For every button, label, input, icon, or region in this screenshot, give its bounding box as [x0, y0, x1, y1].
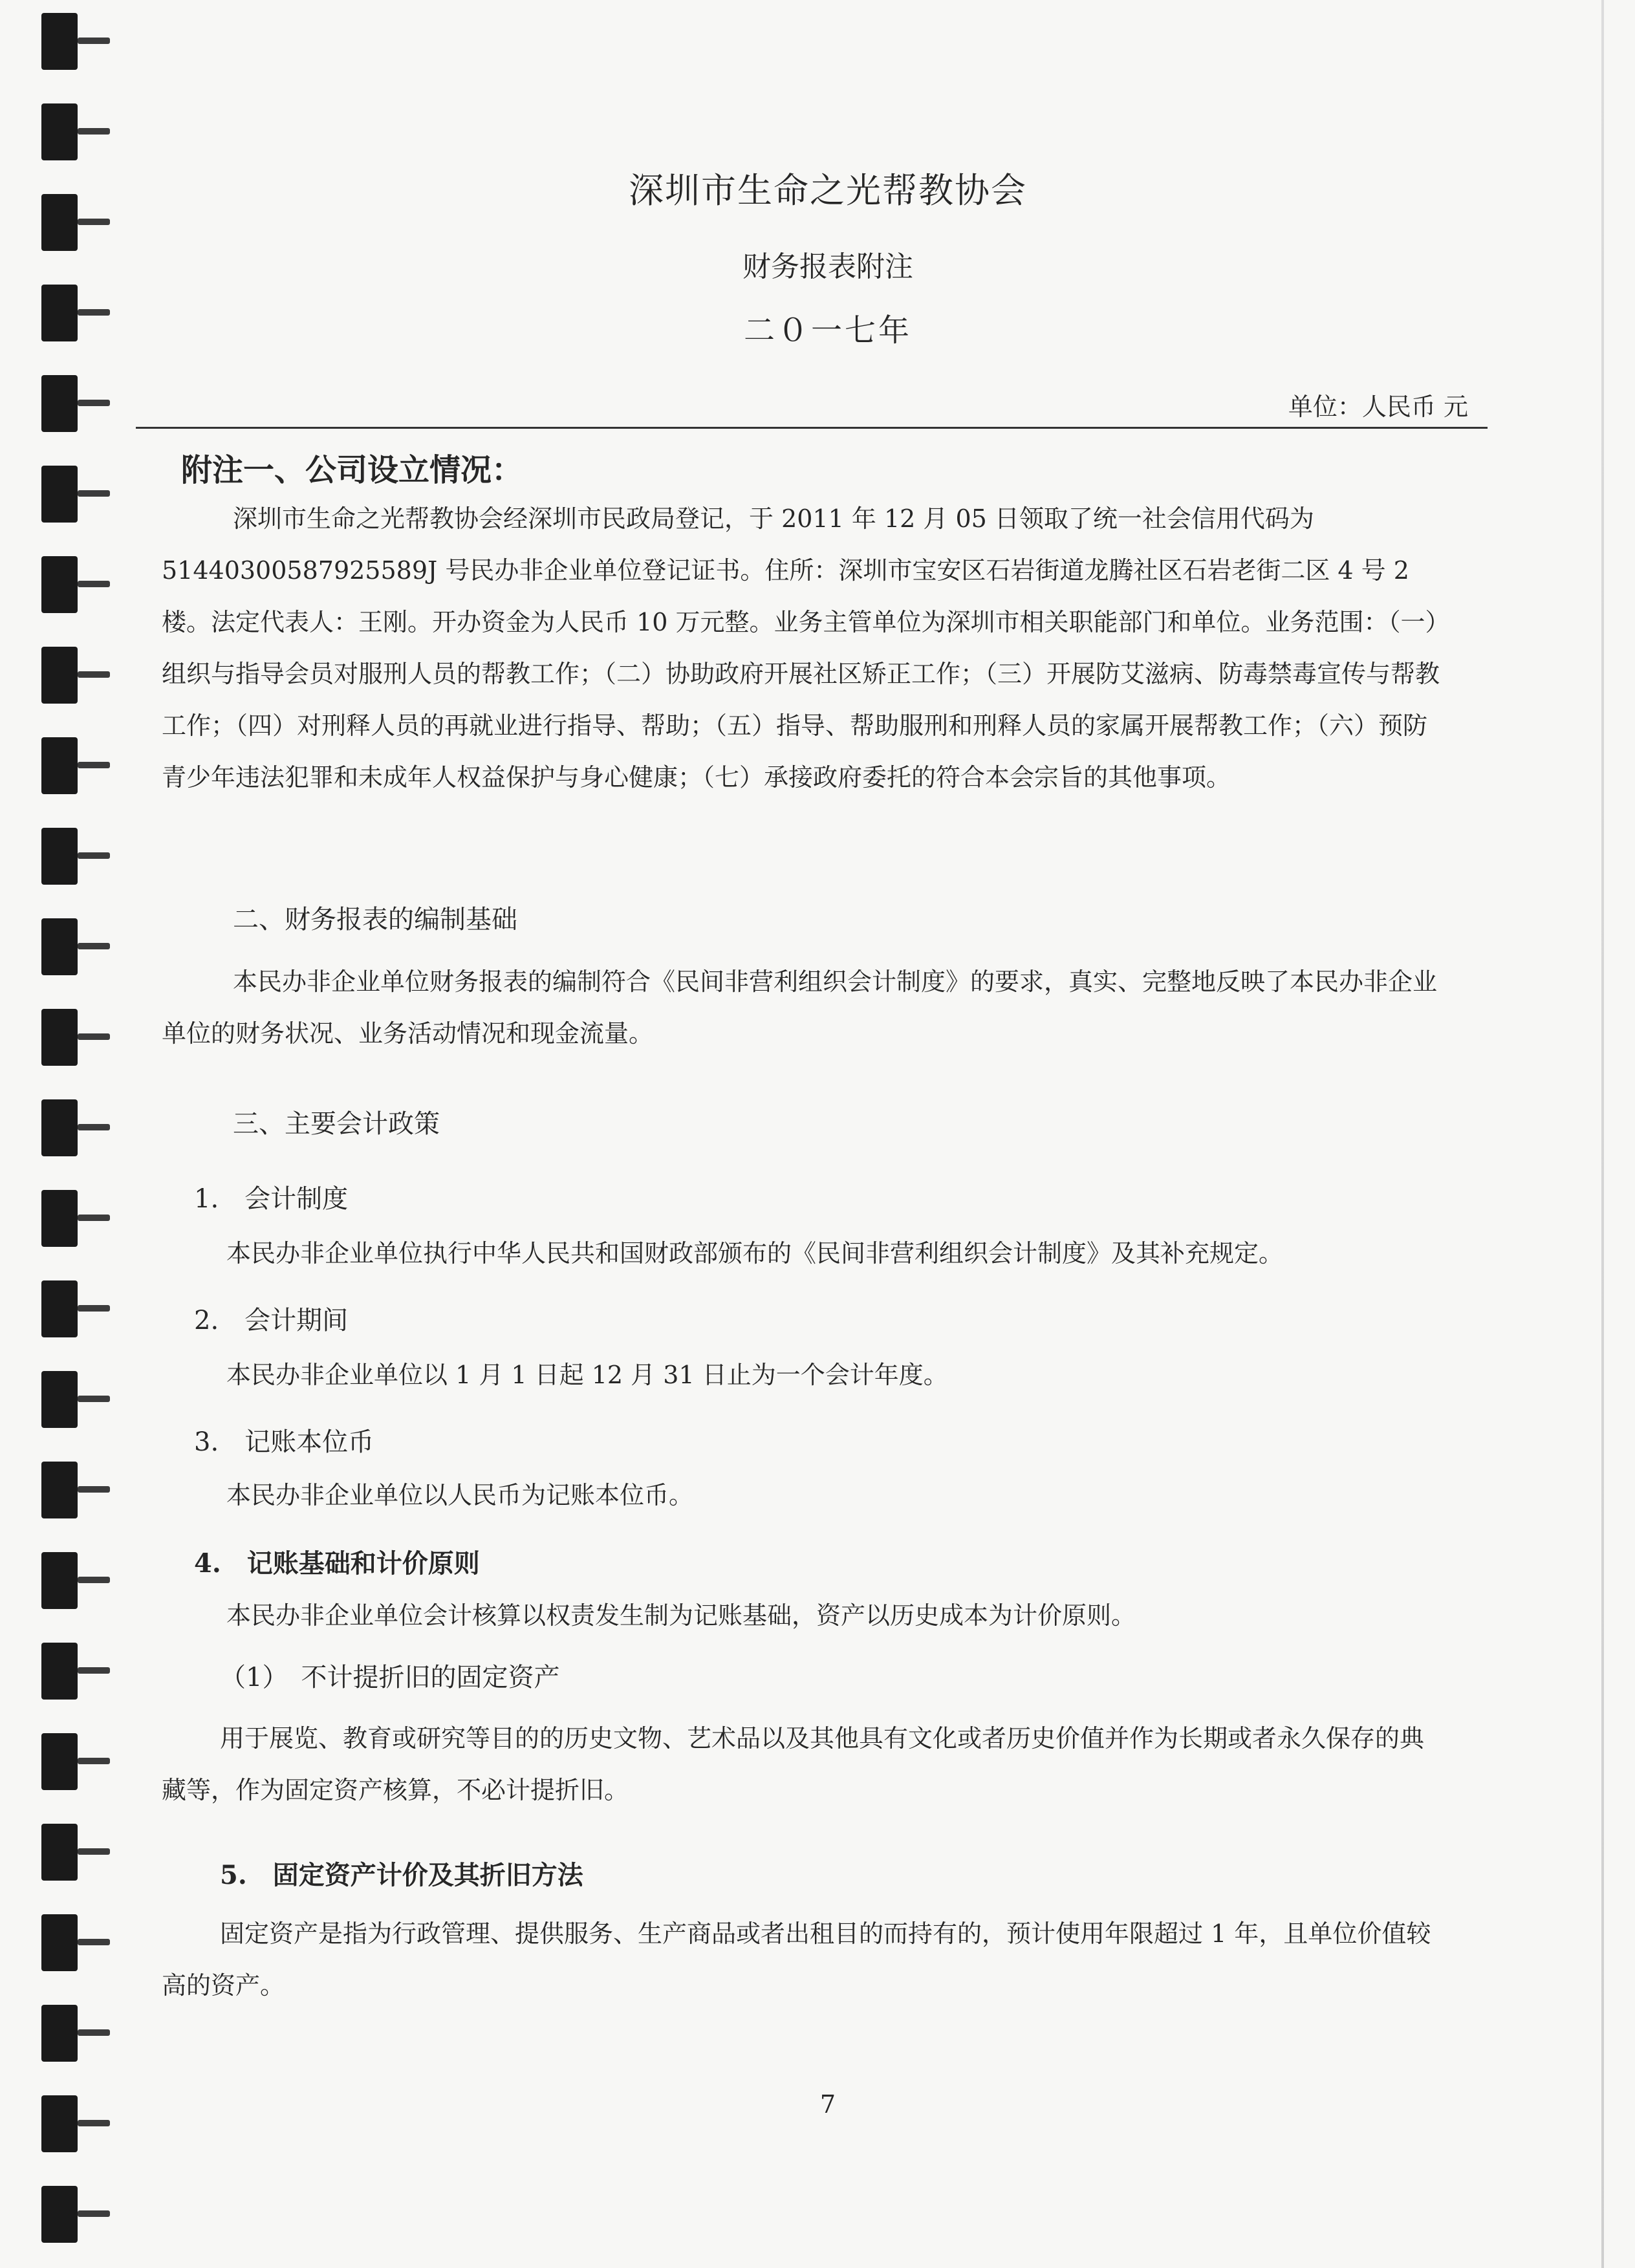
policy-item4-label: 4. 记账基础和计价原则	[194, 1548, 480, 1579]
binding-hole	[41, 1824, 78, 1881]
policy-item4-body: 本民办非企业单位会计核算以权责发生制为记账基础，资产以历史成本为计价原则。	[226, 1601, 1136, 1630]
binding-hole	[41, 1462, 78, 1518]
binding-hole	[41, 1099, 78, 1156]
binding-hole	[41, 556, 78, 613]
section2-heading: 二、财务报表的编制基础	[233, 905, 517, 934]
binding-hole	[41, 103, 78, 160]
policy-item5-body: 固定资产是指为行政管理、提供服务、生产商品或者出租目的而持有的，预计使用年限超过 1 年，且单位价值较高的资产。	[162, 1919, 1431, 2000]
binding-hole	[41, 1190, 78, 1247]
currency-unit: 单位：人民币 元	[1288, 393, 1468, 421]
binding-hole	[41, 2095, 78, 2152]
binding-hole	[41, 737, 78, 794]
section2-body: 本民办非企业单位财务报表的编制符合《民间非营利组织会计制度》的要求，真实、完整地反映了本民办非企业单位的财务状况、业务活动情况和现金流量。	[162, 967, 1438, 1048]
section1-body: 深圳市生命之光帮教协会经深圳市民政局登记，于 2011 年 12 月 05 日领取了统一社会信用代码为 51440300587925589J 号民办非企业单位登记证书。住所：深圳市宝安区石岩街道龙腾社区石岩老街二区 4 号 2 楼。法定代表人：王刚。开办资金为人民币 10 万元整。业务主管单位为深圳市相关职能部门和单位。业务范围：（一）组织与指导会员对服刑人员的帮教工作；（二）协助政府开展社区矫正工作；（三）开展防艾滋病、防毒禁毒宣传与帮教工作；（四）对刑释人员的再就业进行指导、帮助；（五）指导、帮助服刑和刑释人员的家属开展帮教工作；（六）预防青少年违法犯罪和未成年人权益保护与身心健康；（七）承接政府委托的符合本会宗旨的其他事项。	[162, 504, 1440, 792]
document-year: 二０一七年	[743, 312, 912, 349]
section1-heading: 附注一、公司设立情况：	[181, 452, 523, 488]
binding-hole	[41, 1552, 78, 1609]
binding-hole	[41, 285, 78, 341]
binding-hole	[41, 1280, 78, 1337]
binding-hole	[41, 466, 78, 523]
policy-item2-label: 2. 会计期间	[194, 1306, 349, 1335]
binding-hole	[41, 1643, 78, 1700]
binding-hole	[41, 647, 78, 704]
page-number: 7	[819, 2090, 836, 2119]
binding-hole	[41, 1733, 78, 1790]
policy-item3-label: 3. 记账本位币	[194, 1427, 374, 1457]
document-subtitle: 财务报表附注	[742, 250, 913, 283]
policy-item2-body: 本民办非企业单位以 1 月 1 日起 12 月 31 日止为一个会计年度。	[226, 1361, 948, 1389]
binding-hole	[41, 2005, 78, 2062]
binding-hole	[41, 828, 78, 885]
policy-item4-sub-label: （1） 不计提折旧的固定资产	[220, 1663, 560, 1692]
binding-hole	[41, 13, 78, 70]
binding-hole	[41, 918, 78, 975]
spiral-binding	[27, 0, 118, 2268]
policy-item4-sub-body: 用于展览、教育或研究等目的的历史文物、艺术品以及其他具有文化或者历史价值并作为长期或者永久保存的典藏等，作为固定资产核算，不必计提折旧。	[162, 1724, 1425, 1804]
policy-item1-body: 本民办非企业单位执行中华人民共和国财政部颁布的《民间非营利组织会计制度》及其补充规定。	[226, 1239, 1284, 1268]
policy-item5-label: 5. 固定资产计价及其折旧方法	[220, 1860, 583, 1890]
header-divider	[136, 427, 1488, 429]
binding-hole	[41, 1914, 78, 1971]
document-title: 深圳市生命之光帮教协会	[629, 170, 1027, 211]
policy-item3-body: 本民办非企业单位以人民币为记账本位币。	[226, 1481, 694, 1509]
binding-hole	[41, 375, 78, 432]
binding-hole	[41, 194, 78, 251]
binding-hole	[41, 2186, 78, 2243]
binding-hole	[41, 1009, 78, 1066]
section3-heading: 三、主要会计政策	[233, 1109, 440, 1139]
policy-item1-label: 1. 会计制度	[194, 1184, 349, 1214]
page-edge	[1601, 0, 1604, 2268]
binding-hole	[41, 1371, 78, 1428]
document-content	[162, 0, 1494, 2268]
